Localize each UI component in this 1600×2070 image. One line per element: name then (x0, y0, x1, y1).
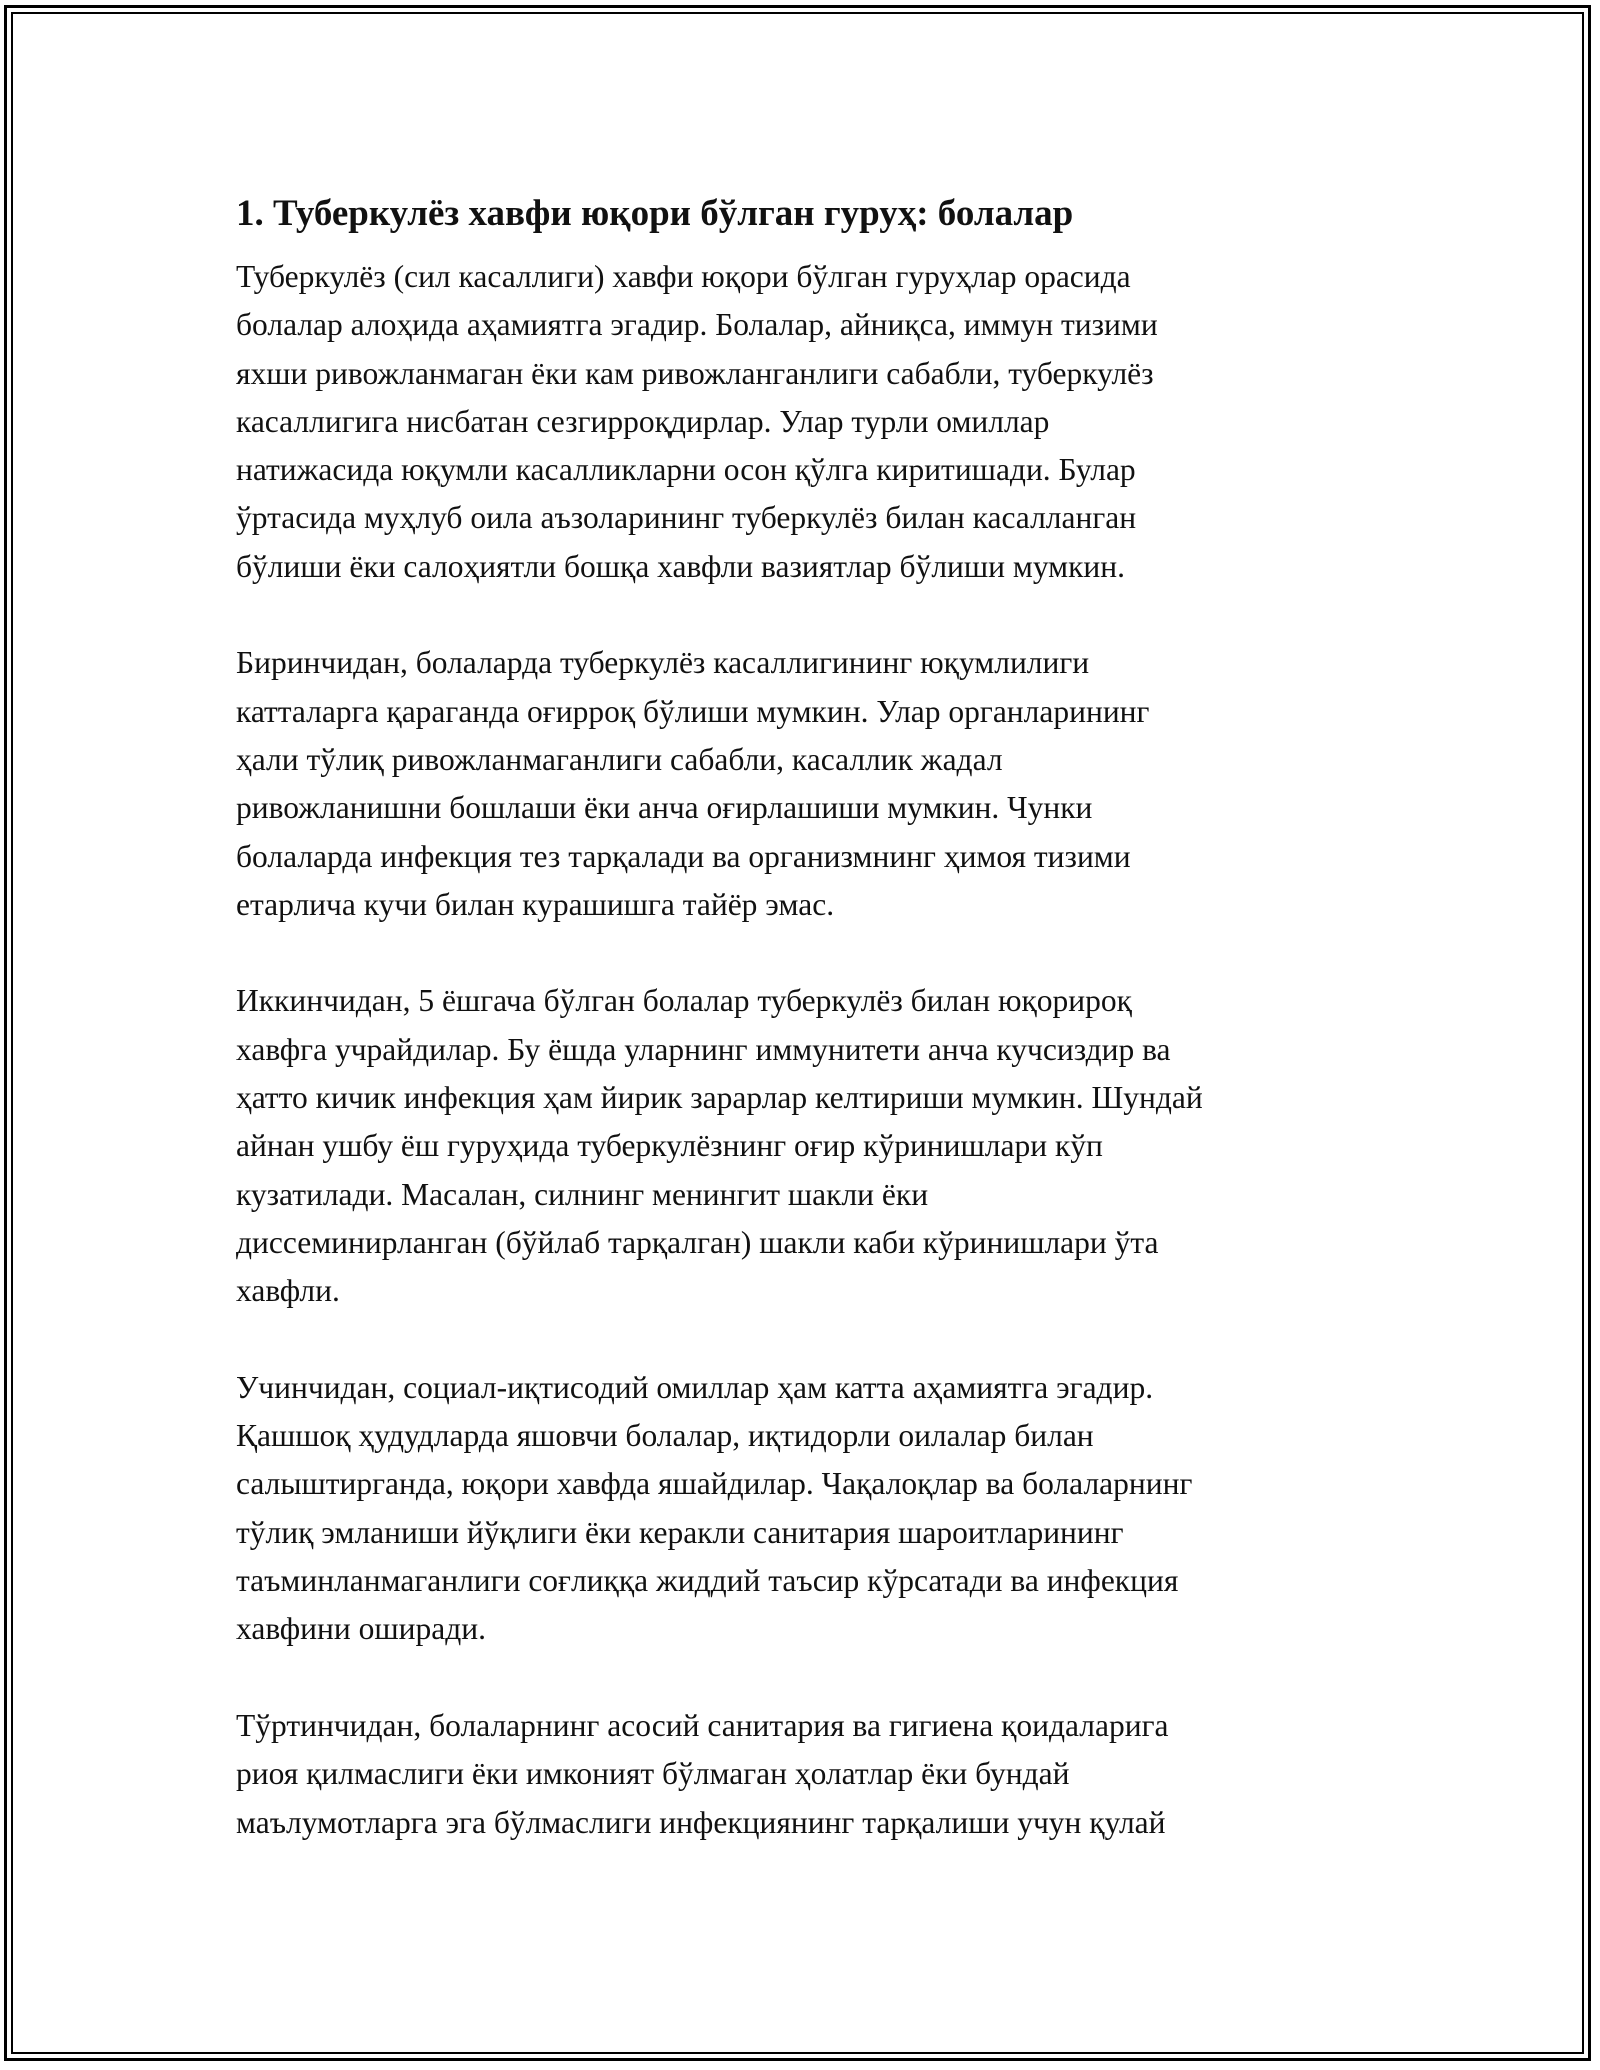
text-line: ўртасида муҳлуб оила аъзоларининг туберкулёз билан касалланган (236, 500, 1137, 536)
text-line: болаларда инфекция тез тарқалади ва организмнинг ҳимоя тизими (236, 838, 1131, 874)
text-line: хавфга учрайдилар. Бу ёшда уларнинг иммунитети анча кучсиздир ва (236, 1031, 1171, 1067)
text-line: кузатилади. Масалан, силнинг менингит шакли ёки (236, 1176, 929, 1212)
text-line: тўлиқ эмланиши йўқлиги ёки керакли санитария шароитларининг (236, 1514, 1124, 1550)
text-line: айнан ушбу ёш гуруҳида туберкулёзнинг оғир кўринишлари кўп (236, 1128, 1103, 1164)
text-line: етарлича кучи билан курашишга тайёр эмас. (236, 886, 835, 922)
document-title: 1. Туберкулёз хавфи юқори бўлган гуруҳ: болалар (236, 193, 1074, 234)
text-line: ҳали тўлиқ ривожланмаганлиги сабабли, касаллик жадал (236, 741, 1003, 777)
text-line: маълумотларга эга бўлмаслиги инфекциянинг тарқалиши учун қулай (236, 1804, 1166, 1840)
text-line: хавфини оширади. (236, 1611, 486, 1647)
text-line: натижасида юқумли касалликларни осон қўлга киритишади. Булар (236, 452, 1136, 488)
text-line: бўлиши ёки салоҳиятли бошқа хавфли вазиятлар бўлиши мумкин. (236, 548, 1125, 584)
text-line: яхши ривожланмаган ёки кам ривожланганлиги сабабли, туберкулёз (236, 355, 1154, 391)
text-line: риоя қилмаслиги ёки имконият бўлмаган ҳолатлар ёки бундай (236, 1756, 1070, 1792)
text-line: таъминланмаганлиги соғлиққа жиддий таъсир кўрсатади ва инфекция (236, 1563, 1179, 1599)
text-line: Биринчидан, болаларда туберкулёз касаллигининг юқумлилиги (236, 645, 1090, 681)
document-page (236, 186, 1396, 1895)
text-line: салыштирганда, юқори хавфда яшайдилар. Чақалоқлар ва болаларнинг (236, 1466, 1193, 1502)
text-line: Қашшоқ ҳудудларда яшовчи болалар, иқтидорли оилалар билан (236, 1418, 1094, 1454)
paragraph-fourth (236, 1702, 1396, 1847)
text-line: ҳатто кичик инфекция ҳам йирик зарарлар келтириши мумкин. Шундай (236, 1080, 1203, 1116)
text-line: Тўртинчидан, болаларнинг асосий санитария ва гигиена қоидаларига (236, 1707, 1169, 1743)
text-line: Иккинчидан, 5 ёшгача бўлган болалар туберкулёз билан юқорироқ (236, 983, 1132, 1019)
text-line: касаллигига нисбатан сезгирроқдирлар. Улар турли омиллар (236, 403, 1050, 439)
text-line: катталарга қараганда оғирроқ бўлиши мумкин. Улар органларининг (236, 693, 1150, 729)
text-line: Учинчидан, социал-иқтисодий омиллар ҳам катта аҳамиятга эгадир. (236, 1369, 1154, 1405)
text-line: хавфли. (236, 1273, 340, 1309)
paragraph-third (236, 1364, 1396, 1654)
text-line: диссеминирланган (бўйлаб тарқалган) шакли каби кўринишлари ўта (236, 1224, 1159, 1260)
paragraph-intro (236, 253, 1396, 591)
text-line: ривожланишни бошлаши ёки анча оғирлашиши мумкин. Чунки (236, 790, 1093, 826)
paragraph-first (236, 639, 1396, 929)
text-line: Туберкулёз (сил касаллиги) хавфи юқори бўлган гуруҳлар орасида (236, 259, 1131, 294)
paragraph-second (236, 977, 1396, 1315)
text-line: болалар алоҳида аҳамиятга эгадир. Болалар, айниқса, иммун тизими (236, 307, 1158, 343)
